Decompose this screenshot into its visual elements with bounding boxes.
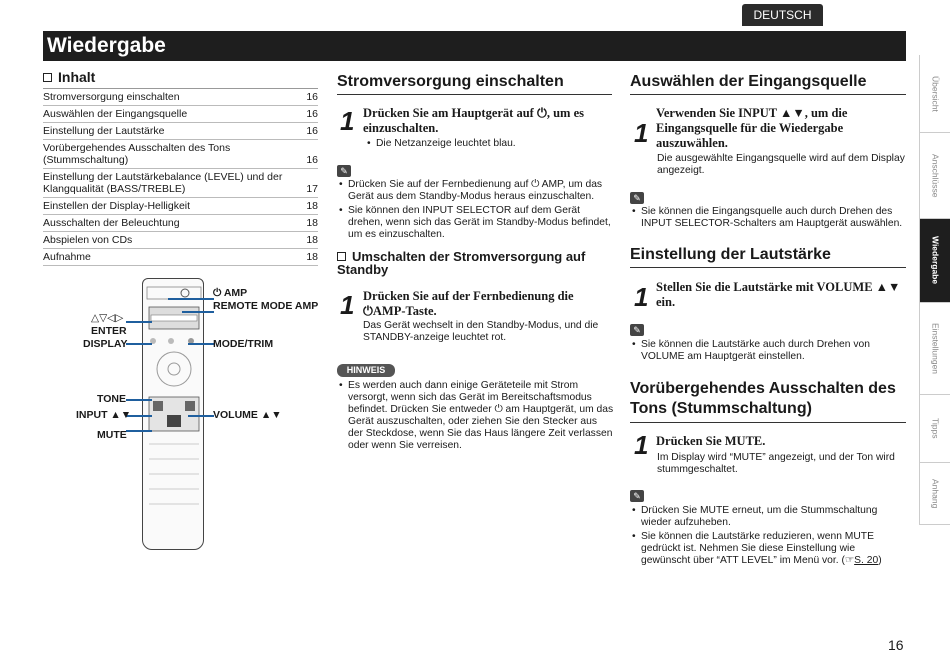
page-reference-link[interactable]: S. 20 <box>854 555 879 566</box>
hinweis-text: • Es werden auch dann einige Geräteteile mit Strom versorgt, wenn sich das Gerät im Bereitschaftsmodus befindet. Drücken Sie entweder ⏻ am Hauptgerät, um das Gerät auszuschalten, oder ziehen Sie den Stecker aus der Steckdose, wenn Sie das Haus längere Zeit verlassen oder wenn Sie verreisen. <box>339 380 614 452</box>
toc-item[interactable]: Einstellen der Display-Helligkeit 18 <box>43 198 318 215</box>
label-input: INPUT ▲▼ <box>76 409 132 421</box>
page-number: 16 <box>888 637 904 653</box>
pencil-note-icon: ✎ <box>630 324 644 336</box>
nav-tab-wiedergabe[interactable]: Wiedergabe <box>920 219 950 303</box>
label-tone: TONE <box>97 393 126 405</box>
note-item: • Sie können die Lautstärke reduzieren, wenn MUTE gedrückt ist. Nehmen Sie diese Einstellung wie gewünscht über “ATT LEVEL” im Menü vor. (☞S. 20) <box>632 531 907 567</box>
nav-tab-uebersicht[interactable]: Übersicht <box>920 55 950 133</box>
section-heading-volume: Einstellung der Lautstärke <box>630 246 906 268</box>
remote-illustration <box>70 278 330 553</box>
pencil-note-icon: ✎ <box>630 192 644 204</box>
pencil-note-icon: ✎ <box>337 165 351 177</box>
toc-item[interactable]: Abspielen von CDs 18 <box>43 232 318 249</box>
nav-tab-anhang[interactable]: Anhang <box>920 463 950 525</box>
step-title: Drücken Sie MUTE. <box>656 434 766 448</box>
page-title: Wiedergabe <box>43 31 906 61</box>
step-number: 1 <box>340 290 355 320</box>
label-mode-trim: MODE/TRIM <box>213 338 274 350</box>
step-title: Drücken Sie auf der Fernbedienung die ⏻AMP-Taste. <box>363 289 574 318</box>
step-title: Verwenden Sie INPUT ▲▼, um die Eingangsquelle für die Wiedergabe auszuwählen. <box>656 106 848 150</box>
note-item: • Sie können die Lautstärke auch durch Drehen von VOLUME am Hauptgerät einstellen. <box>632 339 907 363</box>
step-text: Im Display wird “MUTE” angezeigt, und der Ton wird stummgeschaltet. <box>657 452 895 475</box>
toc-item[interactable]: Aufnahme 18 <box>43 249 318 266</box>
step-text: Das Gerät wechselt in den Standby-Modus, und die STANDBY-anzeige leuchtet rot. <box>363 320 599 343</box>
toc-item[interactable]: Einstellung der Lautstärke 16 <box>43 123 318 140</box>
label-enter: ENTER <box>91 325 127 337</box>
language-tab[interactable]: DEUTSCH <box>742 4 823 26</box>
label-amp: ⏻ AMP <box>213 287 248 299</box>
remote-control-image <box>142 278 204 550</box>
step-number: 1 <box>634 118 649 148</box>
nav-tab-einstellungen[interactable]: Einstellungen <box>920 303 950 395</box>
toc-item[interactable]: Vorübergehendes Ausschalten des Tons (Stummschaltung) 16 <box>43 140 318 169</box>
section-heading-input: Auswählen der Eingangsquelle <box>630 73 906 95</box>
hinweis-badge: HINWEIS <box>337 364 395 377</box>
pencil-note-icon: ✎ <box>630 490 644 502</box>
toc-item[interactable]: Ausschalten der Beleuchtung 18 <box>43 215 318 232</box>
section-heading-mute: Vorübergehendes Ausschalten des Tons (Stummschaltung) <box>630 379 906 423</box>
section-heading-power: Stromversorgung einschalten <box>337 73 612 95</box>
label-remote-mode-amp: REMOTE MODE AMP <box>213 300 319 312</box>
step-title: Drücken Sie am Hauptgerät auf ⏻, um es einzuschalten. <box>363 106 584 135</box>
label-arrows: △▽◁▷ <box>91 312 124 324</box>
toc-heading: Inhalt <box>43 69 95 85</box>
step-number: 1 <box>634 282 649 312</box>
toc-list <box>43 88 318 266</box>
step-bullet: • Die Netzanzeige leuchtet blau. <box>367 138 612 150</box>
label-display: DISPLAY <box>83 338 128 350</box>
toc-item[interactable]: Einstellung der Lautstärkebalance (LEVEL) und der Klangqualität (BASS/TREBLE) 17 <box>43 169 318 198</box>
label-mute: MUTE <box>97 429 127 441</box>
note-item: • Drücken Sie MUTE erneut, um die Stummschaltung wieder aufzuheben. <box>632 505 907 529</box>
note-item: • Sie können die Eingangsquelle auch durch Drehen des INPUT SELECTOR-Schalters am Hauptgerät auswählen. <box>632 206 907 230</box>
checkbox-icon <box>43 73 52 82</box>
note-item: • Drücken Sie auf der Fernbedienung auf ⏻ AMP, um das Gerät aus dem Standby-Modus heraus einzuschalten. <box>339 179 614 203</box>
step-text: Die ausgewählte Eingangsquelle wird auf dem Display angezeigt. <box>657 153 905 176</box>
step-title: Stellen Sie die Lautstärke mit VOLUME ▲▼ ein. <box>656 280 901 309</box>
reference-hand-icon: ☞ <box>844 555 855 566</box>
nav-tab-anschluesse[interactable]: Anschlüsse <box>920 133 950 219</box>
label-volume: VOLUME ▲▼ <box>213 409 282 421</box>
toc-item[interactable]: Stromversorgung einschalten 16 <box>43 89 318 106</box>
subsection-heading-standby: Umschalten der Stromversorgung auf Standby <box>337 249 586 277</box>
nav-tab-tipps[interactable]: Tipps <box>920 395 950 463</box>
step-number: 1 <box>340 106 355 136</box>
side-nav <box>919 55 950 525</box>
note-item: • Sie können den INPUT SELECTOR auf dem Gerät drehen, wenn sich das Gerät im Standby-Modus befindet, um es einzuschalten. <box>339 205 614 241</box>
toc-item[interactable]: Auswählen der Eingangsquelle 16 <box>43 106 318 123</box>
step-number: 1 <box>634 430 649 460</box>
checkbox-icon <box>337 252 346 261</box>
